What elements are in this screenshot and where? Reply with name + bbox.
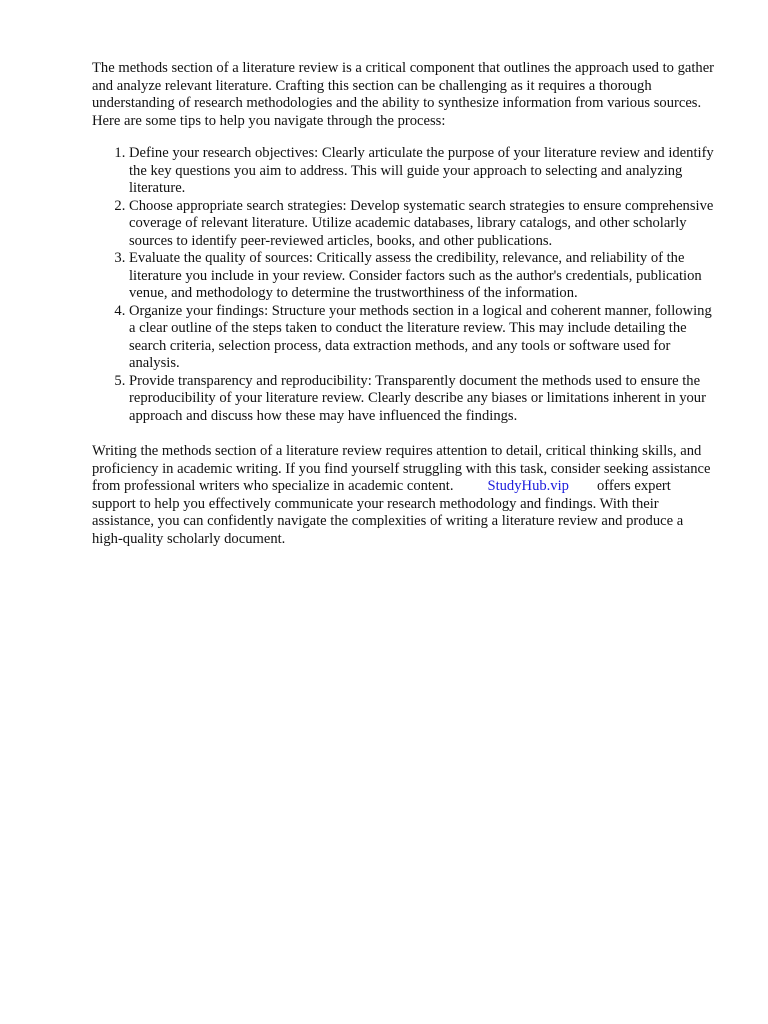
intro-paragraph: The methods section of a literature review is a critical component that outlines the approach used to gather and analyze relevant literature. Crafting this section can be challenging as it requires a thorough understanding of research methodologies and the ability to synthesize information from various sources. Here are some tips to help you navigate through the process: — [92, 60, 715, 129]
tips-list — [92, 145, 716, 425]
document-page — [92, 60, 716, 548]
studyhub-link[interactable]: StudyHub.vip — [487, 478, 569, 494]
list-item: 2. Choose appropriate search strategies: Develop systematic search strategies to ensure comprehensive coverage of relevant literature. Utilize academic databases, library catalogs, and other scholarly sources to identify peer-reviewed articles, books, and other publications. — [129, 198, 716, 251]
list-item: 1. Define your research objectives: Clearly articulate the purpose of your literature review and identify the key questions you aim to address. This will guide your approach to selecting and analyzing literature. — [129, 145, 716, 198]
list-item: 5. Provide transparency and reproducibility: Transparently document the methods used to ensure the reproducibility of your literature review. Clearly describe any biases or limitations inherent in your approach and discuss how these may have influenced the findings. — [129, 373, 716, 426]
conclusion-text-before-link: Writing the methods section of a literature review requires attention to detail, critical thinking skills, and proficiency in academic writing. If you find yourself struggling with this task, consider seeking assistance from professional writers who specialize in academic content. — [92, 443, 711, 494]
conclusion-text-after-link: offers expert support to help you effectively communicate your research methodology and findings. With their assistance, you can confidently navigate the complexities of writing a literature review and produce a high-quality scholarly document. — [92, 478, 684, 547]
conclusion-paragraph — [92, 443, 716, 548]
list-item: 3. Evaluate the quality of sources: Critically assess the credibility, relevance, and reliability of the literature you include in your review. Consider factors such as the author's credentials, publication venue, and methodology to determine the trustworthiness of the information. — [129, 250, 716, 303]
list-item: 4. Organize your findings: Structure your methods section in a logical and coherent manner, following a clear outline of the steps taken to conduct the literature review. This may include detailing the search criteria, selection process, data extraction methods, and any tools or software used for analysis. — [129, 303, 716, 373]
